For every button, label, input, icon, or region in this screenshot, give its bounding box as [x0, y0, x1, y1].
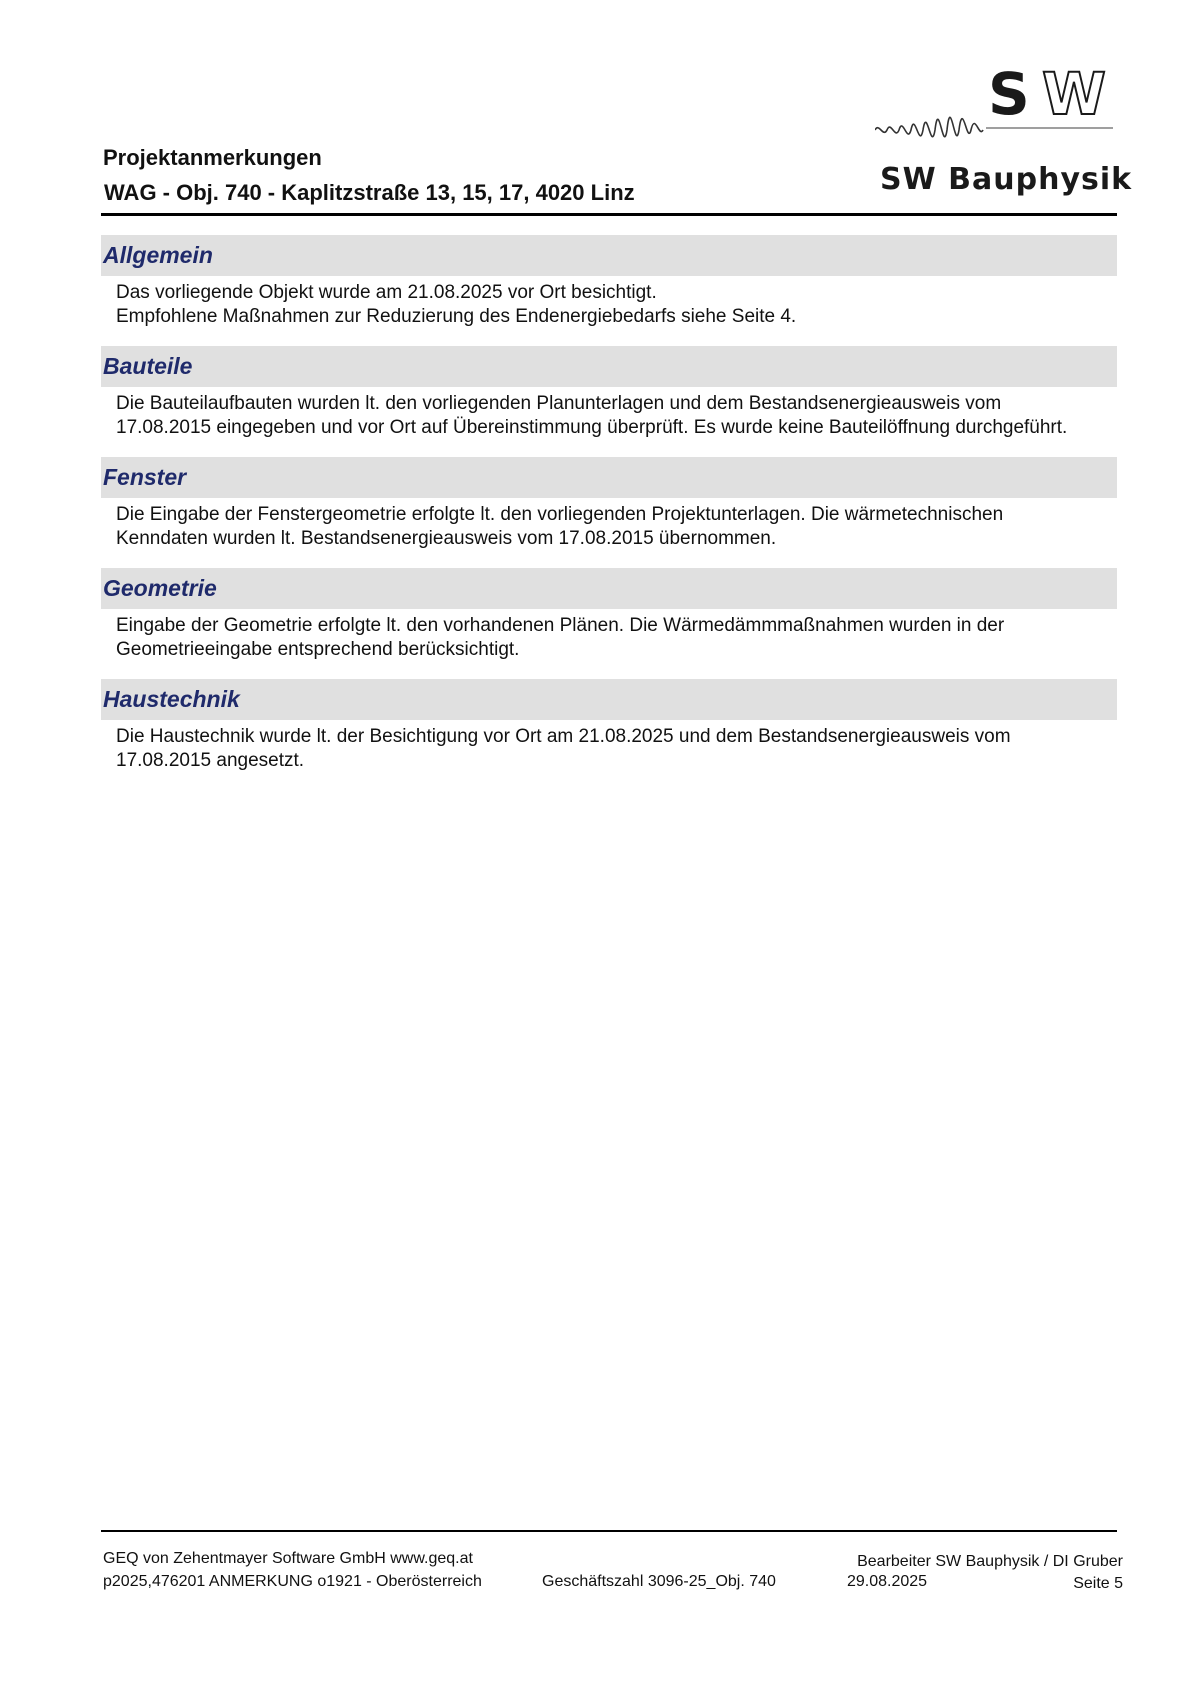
text-line: Geometrieeingabe entsprechend berücksichtigt.: [116, 639, 520, 660]
section-heading: Haustechnik: [101, 679, 1117, 720]
text-line: Das vorliegende Objekt wurde am 21.08.2025 vor Ort besichtigt.: [116, 282, 657, 303]
text-line: 17.08.2015 angesetzt.: [116, 750, 305, 771]
section-geometrie: [101, 568, 1117, 679]
text-line: Die Haustechnik wurde lt. der Besichtigung vor Ort am 21.08.2025 und dem Bestandsenergieausweis vom: [116, 726, 1011, 747]
header-divider: [101, 213, 1117, 216]
footer-editor: Bearbeiter SW Bauphysik / DI Gruber: [857, 1553, 1123, 1570]
svg-text:W: W: [1042, 66, 1106, 128]
section-bauteile: [101, 346, 1117, 457]
svg-text:S: S: [988, 66, 1030, 128]
section-haustechnik: [101, 679, 1117, 790]
section-heading: Geometrie: [101, 568, 1117, 609]
section-text: [101, 498, 1117, 568]
company-logo: [875, 66, 1133, 206]
text-line: 17.08.2015 eingegeben und vor Ort auf Übereinstimmung überprüft. Es wurde keine Bauteilöffnung durchgeführt.: [116, 417, 1068, 438]
section-heading: Allgemein: [101, 235, 1117, 276]
object-title: WAG - Obj. 740 - Kaplitzstraße 13, 15, 17, 4020 Linz: [104, 180, 635, 205]
section-text: [101, 276, 1117, 346]
logo-company-name: SW Bauphysik: [880, 162, 1133, 197]
footer-code: p2025,476201 ANMERKUNG o1921 - Oberösterreich: [103, 1573, 482, 1590]
section-text: [101, 609, 1117, 679]
text-line: Eingabe der Geometrie erfolgte lt. den vorhandenen Plänen. Die Wärmedämmmaßnahmen wurden in der: [116, 615, 1005, 636]
page-title: Projektanmerkungen: [103, 145, 322, 170]
footer-software: GEQ von Zehentmayer Software GmbH www.geq.at: [103, 1550, 473, 1567]
section-fenster: [101, 457, 1117, 568]
text-line: Die Bauteilaufbauten wurden lt. den vorliegenden Planunterlagen und dem Bestandsenergieausweis vom: [116, 393, 1002, 414]
footer-date: 29.08.2025: [847, 1573, 928, 1590]
page-header: [101, 0, 1133, 216]
text-line: Kenndaten wurden lt. Bestandsenergieausweis vom 17.08.2015 übernommen.: [116, 528, 777, 549]
remarks-sections: [101, 235, 1117, 790]
sw-logo-icon: [875, 66, 1115, 156]
section-heading: Bauteile: [101, 346, 1117, 387]
footer-page-number: Seite 5: [1073, 1575, 1123, 1592]
section-text: [101, 720, 1117, 790]
section-heading: Fenster: [101, 457, 1117, 498]
text-line: Die Eingabe der Fenstergeometrie erfolgte lt. den vorliegenden Projektunterlagen. Die wärmetechnischen: [116, 504, 1004, 525]
section-allgemein: [101, 235, 1117, 346]
text-line: Empfohlene Maßnahmen zur Reduzierung des Endenergiebedarfs siehe Seite 4.: [116, 306, 797, 327]
footer-divider: [101, 1530, 1117, 1532]
section-text: [101, 387, 1117, 457]
footer-file-number: Geschäftszahl 3096-25_Obj. 740: [542, 1573, 776, 1590]
